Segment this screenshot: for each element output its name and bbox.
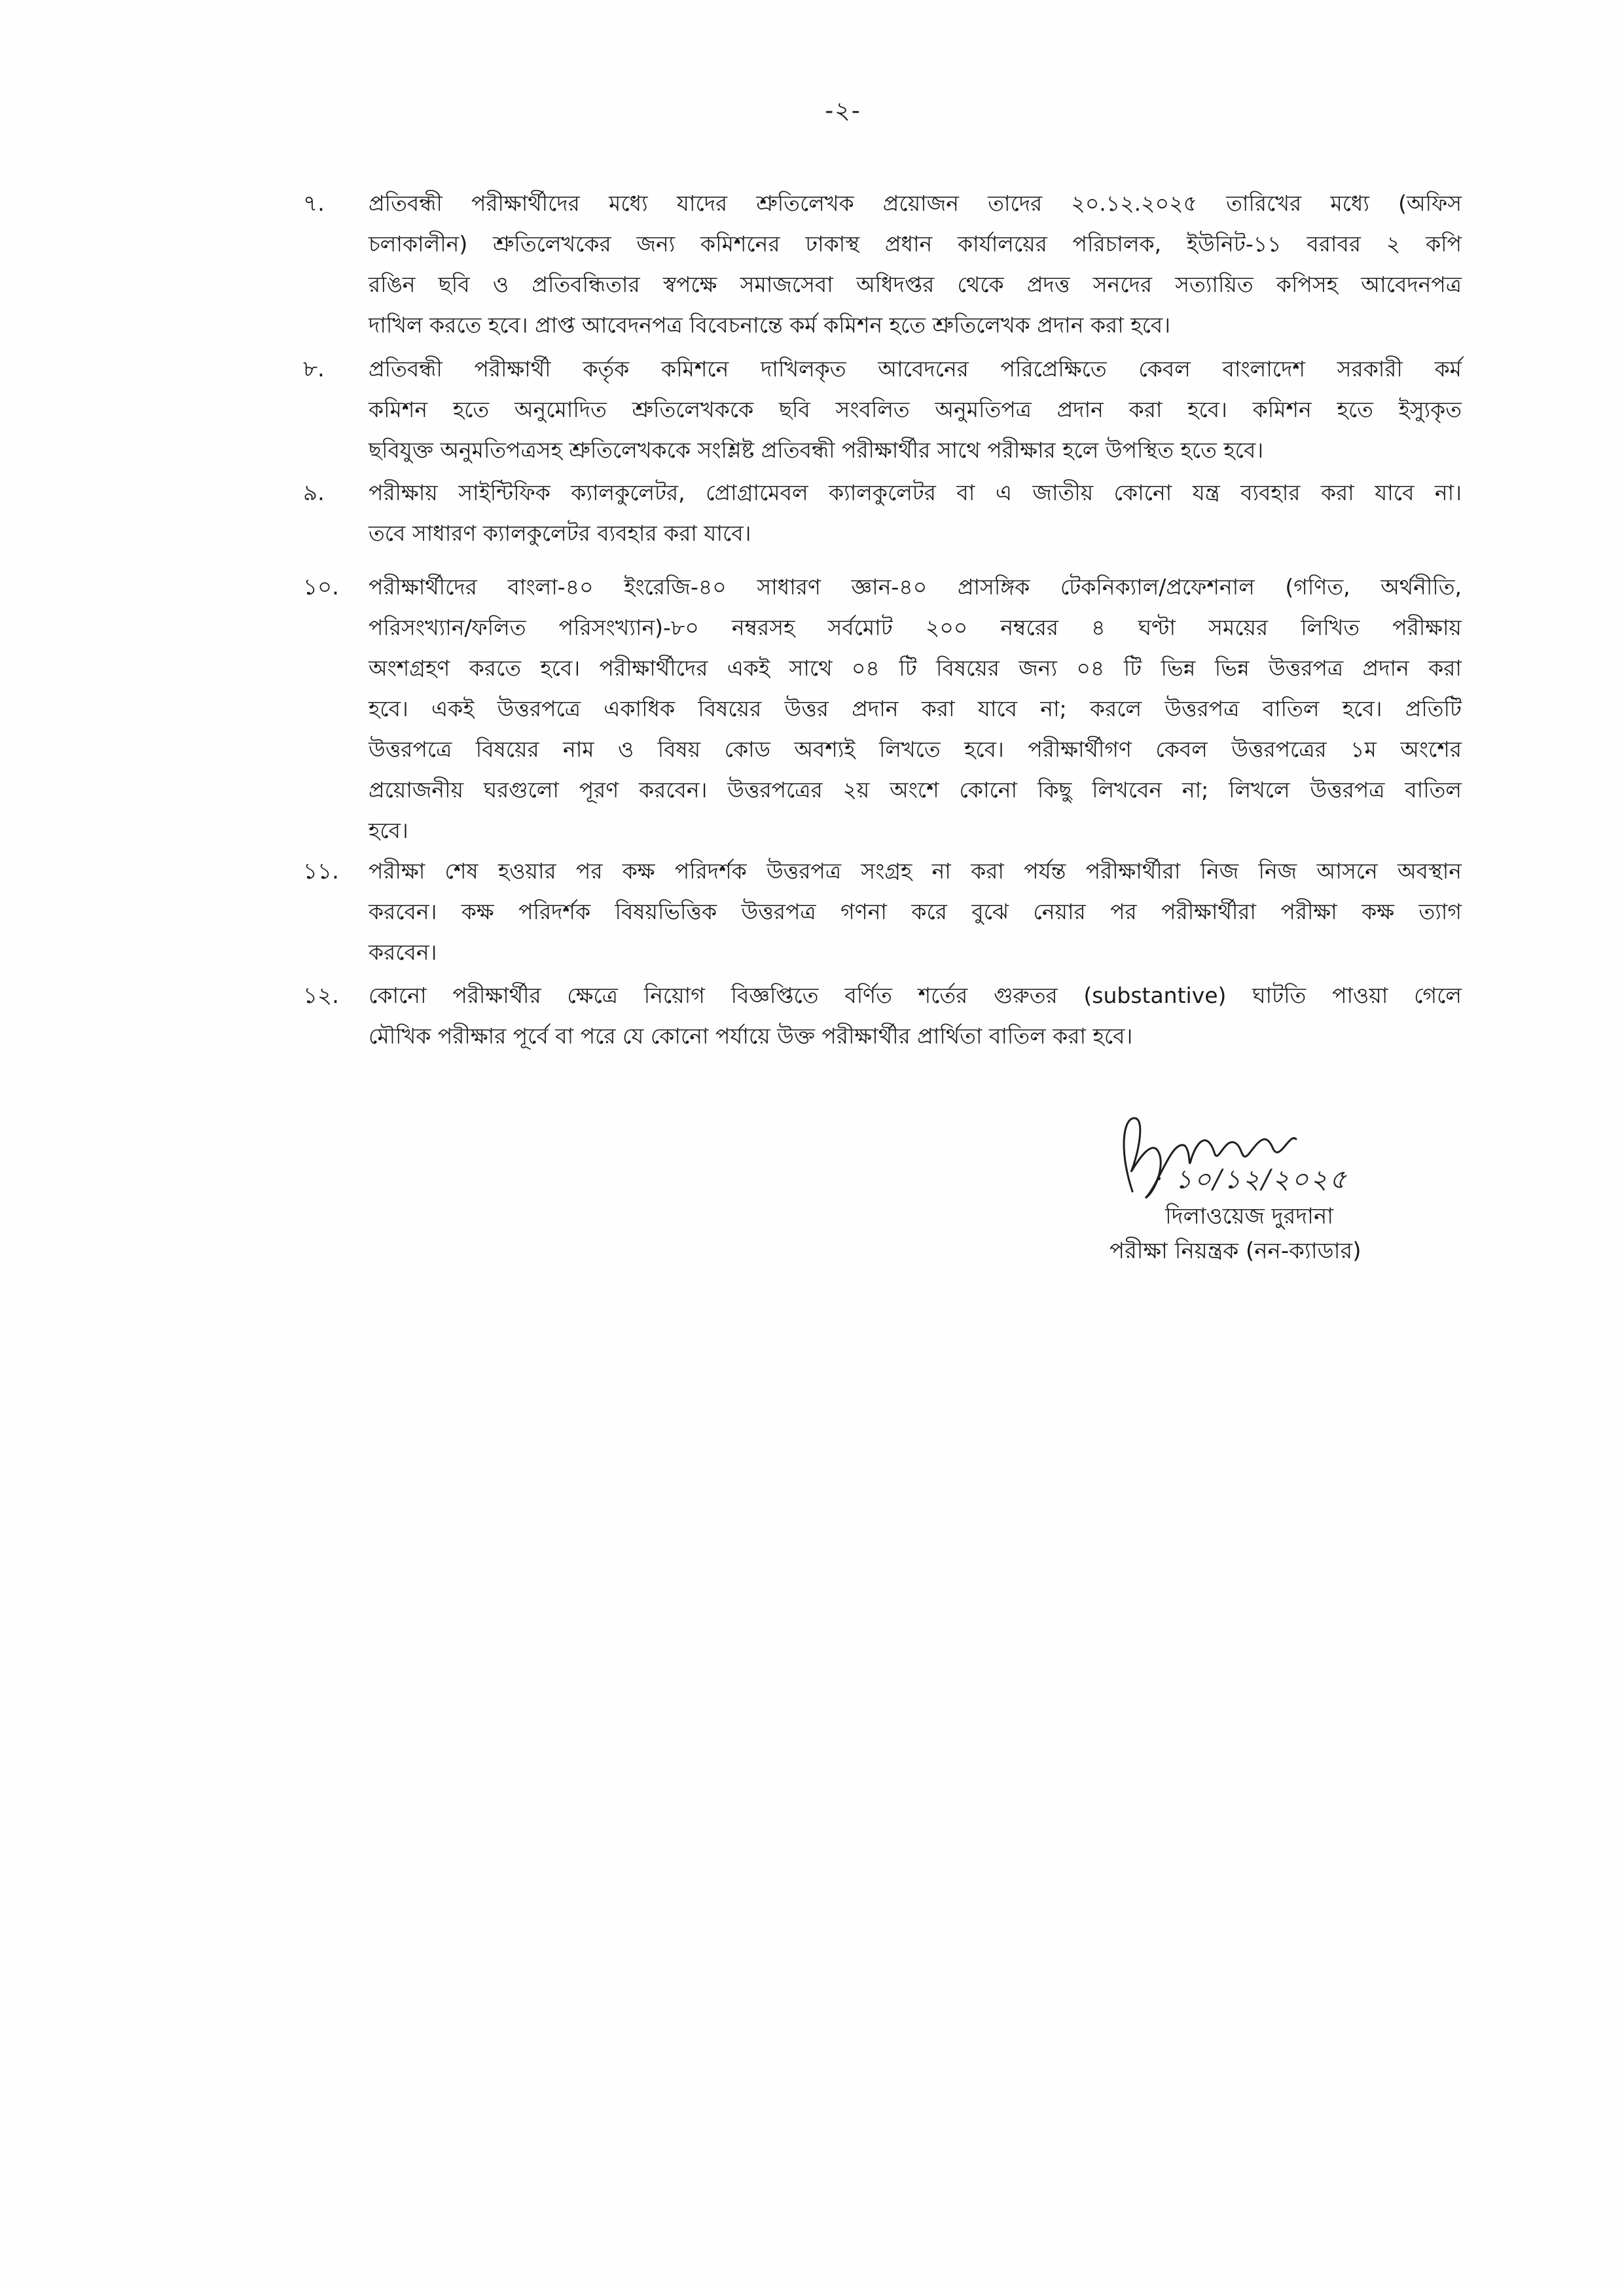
text-line: কোনো পরীক্ষার্থীর ক্ষেত্রে নিয়োগ বিজ্ঞপ্তিতে বর্ণিত শর্তের গুরুতর (substantive) ঘাটতি পাওয়া গেলে (369, 983, 1462, 1008)
text-line: উত্তরপত্রে বিষয়ের নাম ও বিষয় কোড অবশ্যই লিখতে হবে। পরীক্ষার্থীগণ কেবল উত্তরপত্রের ১ম অংশের (369, 736, 1462, 762)
item-number: ৭. (303, 191, 325, 217)
signature-block (1060, 1113, 1427, 1290)
text-line: প্রতিবন্ধী পরীক্ষার্থী কর্তৃক কমিশনে দাখিলকৃত আবেদনের পরিপ্রেক্ষিতে কেবল বাংলাদেশ সরকারী কর্ম (369, 356, 1462, 382)
text-line: রঙিন ছবি ও প্রতিবন্ধিতার স্বপক্ষে সমাজসেবা অধিদপ্তর থেকে প্রদত্ত সনদের সত্যায়িত কপিসহ আবেদনপত্র (369, 272, 1462, 297)
text-line: প্রতিবন্ধী পরীক্ষার্থীদের মধ্যে যাদের শ্রুতিলেখক প্রয়োজন তাদের ২০.১২.২০২৫ তারিখের মধ্যে (অফিস (369, 191, 1462, 216)
signer-name: দিলাওয়েজ দুরদানা (1165, 1203, 1334, 1229)
text-line: হবে। (369, 818, 408, 843)
text-line: ছবিযুক্ত অনুমতিপত্রসহ শ্রুতিলেখককে সংশ্লিষ্ট প্রতিবন্ধী পরীক্ষার্থীর সাথে পরীক্ষার হলে উপস্থিত হতে হবে। (369, 437, 1264, 463)
text-line: পরীক্ষা শেষ হওয়ার পর কক্ষ পরিদর্শক উত্তরপত্র সংগ্রহ না করা পর্যন্ত পরীক্ষার্থীরা নিজ নিজ আসনে অবস্থান (369, 858, 1462, 884)
text-line: পরীক্ষায় সাইন্টিফিক ক্যালকুলেটর, প্রোগ্রামেবল ক্যালকুলেটর বা এ জাতীয় কোনো যন্ত্র ব্যবহার করা যাবে না। (369, 480, 1462, 505)
item-number: ৮. (303, 356, 325, 382)
text-line: পরিসংখ্যান/ফলিত পরিসংখ্যান)-৮০ নম্বরসহ সর্বমোট ২০০ নম্বরের ৪ ঘণ্টা সময়ের লিখিত পরীক্ষায় (369, 615, 1462, 640)
text-line: কমিশন হতে অনুমোদিত শ্রুতিলেখককে ছবি সংবলিত অনুমতিপত্র প্রদান করা হবে। কমিশন হতে ইস্যুকৃত (369, 397, 1462, 422)
item-text (369, 851, 1462, 973)
item-text (369, 183, 1462, 346)
text-line: দাখিল করতে হবে। প্রাপ্ত আবেদনপত্র বিবেচনান্তে কর্ম কমিশন হতে শ্রুতিলেখক প্রদান করা হবে। (369, 312, 1171, 338)
signer-title: পরীক্ষা নিয়ন্ত্রক (নন-ক্যাডার) (1110, 1238, 1362, 1264)
item-text (369, 473, 1462, 554)
text-line: পরীক্ষার্থীদের বাংলা-৪০ ইংরেজি-৪০ সাধারণ জ্ঞান-৪০ প্রাসঙ্গিক টেকনিক্যাল/প্রফেশনাল (গণিত, অর্থনীতি, (369, 574, 1462, 600)
item-number: ১১. (303, 858, 339, 884)
item-text (369, 567, 1462, 851)
text-line: করবেন। (369, 939, 437, 965)
text-line: মৌখিক পরীক্ষার পূর্বে বা পরে যে কোনো পর্যায়ে উক্ত পরীক্ষার্থীর প্রার্থিতা বাতিল করা হবে। (369, 1023, 1133, 1049)
item-text (369, 975, 1462, 1057)
text-line: হবে। একই উত্তরপত্রে একাধিক বিষয়ের উত্তর প্রদান করা যাবে না; করলে উত্তরপত্র বাতিল হবে। প্রতিটি (369, 696, 1462, 721)
text-line: করবেন। কক্ষ পরিদর্শক বিষয়ভিত্তিক উত্তরপত্র গণনা করে বুঝে নেয়ার পর পরীক্ষার্থীরা পরীক্ষা কক্ষ ত্যাগ (369, 899, 1462, 924)
item-text (369, 349, 1462, 471)
text-line: তবে সাধারণ ক্যালকুলেটর ব্যবহার করা যাবে। (369, 520, 751, 546)
item-number: ৯. (303, 480, 325, 506)
text-line: প্রয়োজনীয় ঘরগুলো পূরণ করবেন। উত্তরপত্রের ২য় অংশে কোনো কিছু লিখবেন না; লিখলে উত্তরপত্র বাতিল (369, 777, 1462, 803)
text-line: চলাকালীন) শ্রুতিলেখকের জন্য কমিশনের ঢাকাস্থ প্রধান কার্যালয়ের পরিচালক, ইউনিট-১১ বরাবর ২ কপি (369, 231, 1462, 257)
signature-date: ১০/১২/২০২৫ (1175, 1165, 1348, 1195)
text-line: অংশগ্রহণ করতে হবে। পরীক্ষার্থীদের একই সাথে ০৪ টি বিষয়ের জন্য ০৪ টি ভিন্ন ভিন্ন উত্তরপত্র প্রদান করা (369, 655, 1462, 681)
page-number: -২- (825, 98, 861, 124)
item-number: ১০. (303, 574, 339, 600)
item-number: ১২. (303, 983, 339, 1009)
